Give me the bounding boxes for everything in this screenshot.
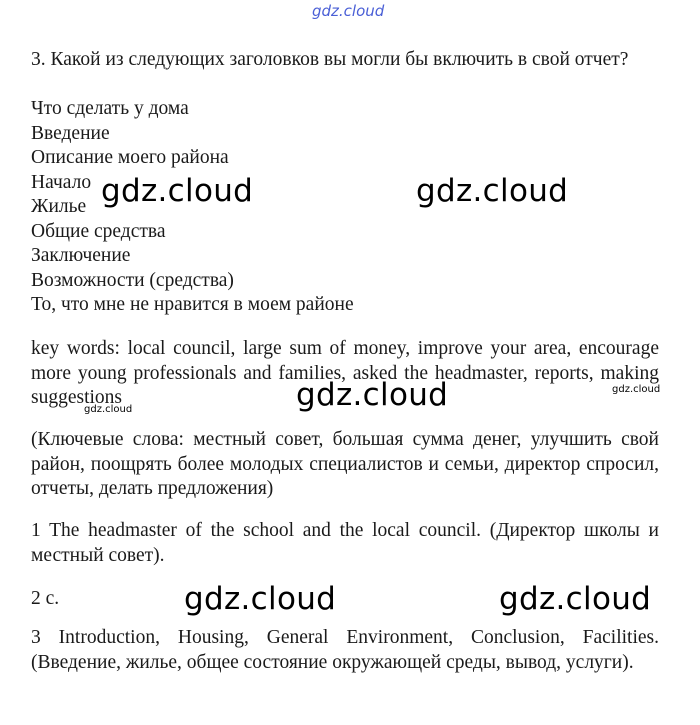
- answer-2: 2 c.: [31, 588, 60, 609]
- option-item: Общие средства: [31, 220, 166, 242]
- watermark: gdz.cloud: [101, 173, 254, 209]
- option-item: Возможности (средства): [31, 269, 234, 291]
- watermark: gdz.cloud: [499, 581, 652, 617]
- answer-3: 3 Introduction, Housing, General Environment, Conclusion, Facilities. (Введение, жилье, общее состояние окружающей среды, вывод, услуги).: [31, 627, 659, 673]
- answer-1: 1 The headmaster of the school and the local council. (Директор школы и местный совет).: [31, 520, 659, 566]
- option-item: Описание моего района: [31, 147, 229, 168]
- option-item: Жилье: [31, 196, 87, 217]
- watermark: gdz.cloud: [296, 377, 449, 413]
- option-item: Заключение: [31, 245, 131, 266]
- option-item: Введение: [31, 122, 110, 144]
- key-words-translation: (Ключевые слова: местный совет, большая сумма денег, улучшить свой район, поощрять более молодых специалистов и семьи, директор спросил, отчеты, делать предложения): [31, 429, 659, 499]
- watermark: gdz.cloud: [416, 173, 569, 209]
- key-words: key words: local council, large sum of money, improve your area, encourage more young professionals and families, asked the headmaster, reports, making suggestions: [31, 338, 659, 408]
- option-item: Что сделать у дома: [31, 98, 189, 119]
- option-item: Начало: [31, 171, 92, 193]
- watermark: gdz.cloud: [184, 581, 337, 617]
- watermark-small: gdz.cloud: [612, 384, 661, 395]
- header-watermark: gdz.cloud: [312, 2, 385, 20]
- watermark-small: gdz.cloud: [84, 404, 133, 415]
- question-text: 3. Какой из следующих заголовков вы могли бы включить в свой отчет?: [31, 49, 629, 70]
- option-item: То, что мне не нравится в моем районе: [31, 294, 354, 315]
